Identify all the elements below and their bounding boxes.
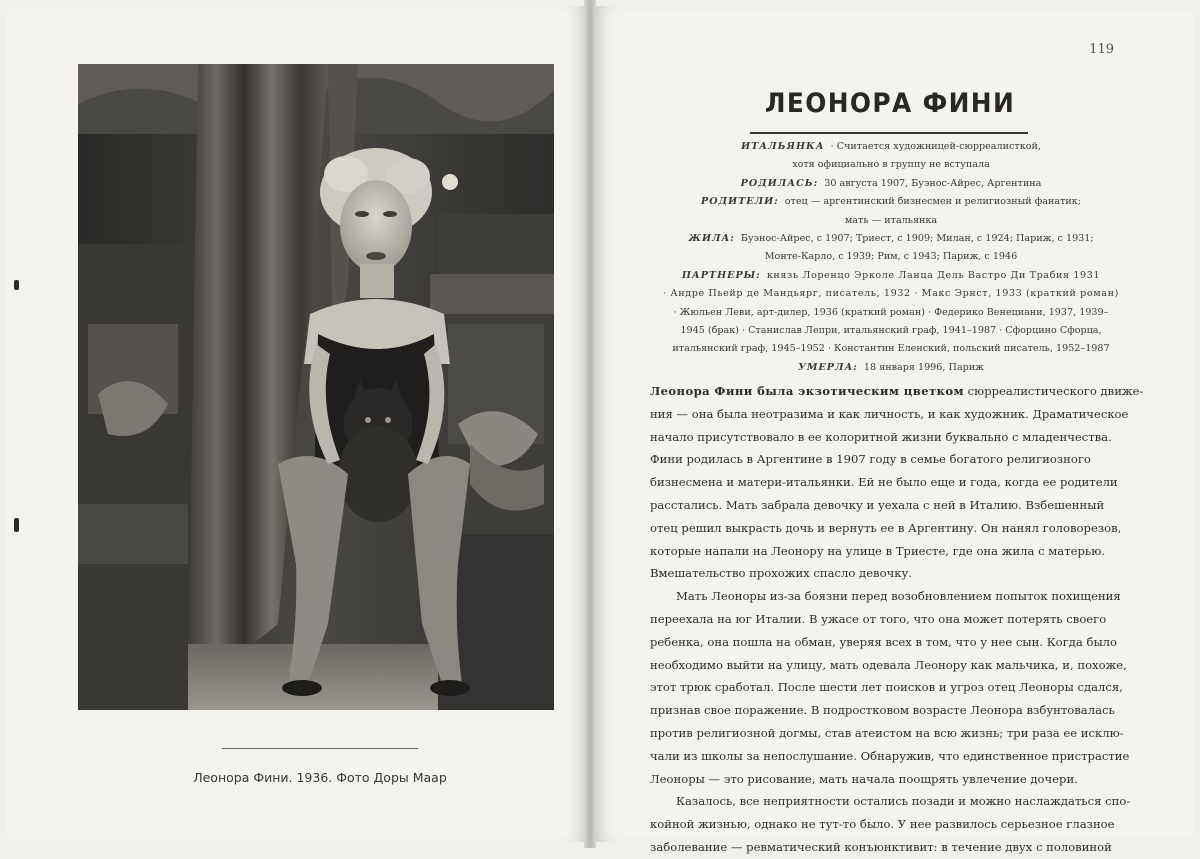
biography-info-block: ИТАЛЬЯНКА · Считается художницей-сюрреалисткой, хотя официально в группу не вступала РОДИЛАСЬ: 30 августа 1907, Буэнос-Айрес, Аргентина РОДИТЕЛИ: отец — аргентинский бизнесмен и религиозный фанатик; мать — итальянка ЖИЛА: Буэнос-Айрес, с 1907; Триест, с 1909; Милан, с 1924; Париж, с 1931; Монте-Карло, с 1939; Рим, с 1943; Париж, с 1946 ПАРТНЕРЫ: князь Лоренцо Эрколе Ланца Дель Вастро Ди Трабия 1931 · Андре Пьейр де Мандьярг, писатель, 1932 · Макс Эрнст, 1933 (краткий роман) · Жюльен Леви, арт-дилер, 1936 (краткий роман) · Федерико Венециани, 1937, 1939– 1945 (брак) · Станислав Лепри, итальянский граф, 1941–1987 · Сфорцино Сфорца, итальянский граф, 1945–1952 · Константин Еленский, польский писатель, 1952–1987 УМЕРЛА: 18 января 1996, Париж <box>660 138 1122 377</box>
body-text <box>650 380 1144 859</box>
title-rule <box>750 132 1028 134</box>
body-line: Фини родилась в Аргентине в 1907 году в семье богатого религиозного <box>650 452 1091 467</box>
info-died: УМЕРЛА: 18 января 1996, Париж <box>798 361 984 373</box>
body-line: ния — она была неотразима и как личность, и как художник. Драматическое <box>650 406 1129 421</box>
info-partners: ПАРТНЕРЫ: князь Лоренцо Эрколе Ланца Дель Вастро Ди Трабия 1931 <box>681 269 1101 281</box>
body-line: ребенка, она пошла на обман, уверяя всех в том, что у нее сын. Когда было <box>650 634 1118 649</box>
body-line: необходимо выйти на улицу, мать одевала Леонору как мальчика, и, похоже, <box>650 657 1127 672</box>
body-line: отец решил выкрасть дочь и вернуть ее в Аргентину. Он нанял головорезов, <box>650 520 1122 535</box>
body-line: койной жизнью, однако не тут-то было. У нее развилось серьезное глазное <box>650 817 1115 832</box>
body-line: Леонора Фини была экзотическим цветком сюрреалистического движе- <box>650 384 1144 398</box>
info-lived: ЖИЛА: Буэнос-Айрес, с 1907; Триест, с 1909; Милан, с 1924; Париж, с 1931; <box>688 233 1094 245</box>
body-line: которые напали на Леонору на улице в Триесте, где она жила с матерью. <box>650 543 1105 558</box>
info-born: РОДИЛАСЬ: 30 августа 1907, Буэнос-Айрес, Аргентина <box>740 177 1042 189</box>
info-parents: РОДИТЕЛИ: отец — аргентинский бизнесмен и религиозный фанатик; <box>700 196 1082 208</box>
body-line: переехала на юг Италии. В ужасе от того, что она может потерять своего <box>650 611 1107 626</box>
body-line: чали из школы за непослушание. Обнаружив, что единственное пристрастие <box>650 748 1130 763</box>
portrait-photo <box>78 64 554 710</box>
body-line: Леоноры — это рисование, мать начала поощрять увлечение дочери. <box>650 771 1078 786</box>
page-number: 119 <box>1089 42 1114 57</box>
body-line: расстались. Мать забрала девочку и уехала с ней в Италию. Взбешенный <box>650 497 1105 512</box>
caption-rule <box>222 748 418 749</box>
body-line: начало присутствовало в ее колоритной жизни буквально с младенчества. <box>650 429 1112 444</box>
body-line: этот трюк сработал. После шести лет поисков и угроз отец Леоноры сдался, <box>650 680 1123 695</box>
body-line: Мать Леоноры из-за боязни перед возобновлением попыток похищения <box>676 589 1121 604</box>
info-nationality: ИТАЛЬЯНКА · Считается художницей-сюрреалисткой, <box>741 141 1041 152</box>
body-line: заболевание — ревматический конъюнктивит: в течение двух с половиной <box>650 839 1112 854</box>
photo-caption: Леонора Фини. 1936. Фото Доры Маар <box>193 770 447 785</box>
body-line: против религиозной догмы, став атеистом на всю жизнь; три раза ее исклю- <box>650 725 1124 740</box>
chapter-title: ЛЕОНОРА ФИНИ <box>764 88 1016 119</box>
body-line: бизнесмена и матери-итальянки. Ей не было еще и года, когда ее родители <box>650 475 1118 490</box>
body-line: Казалось, все неприятности остались позади и можно наслаждаться спо- <box>676 794 1131 809</box>
page-edge-marks <box>14 280 20 530</box>
body-line: признав свое поражение. В подростковом возрасте Леонора взбунтовалась <box>650 703 1115 718</box>
body-line: Вмешательство прохожих спасло девочку. <box>650 566 912 581</box>
lead-in: Леонора Фини была экзотическим цветком <box>650 384 964 398</box>
